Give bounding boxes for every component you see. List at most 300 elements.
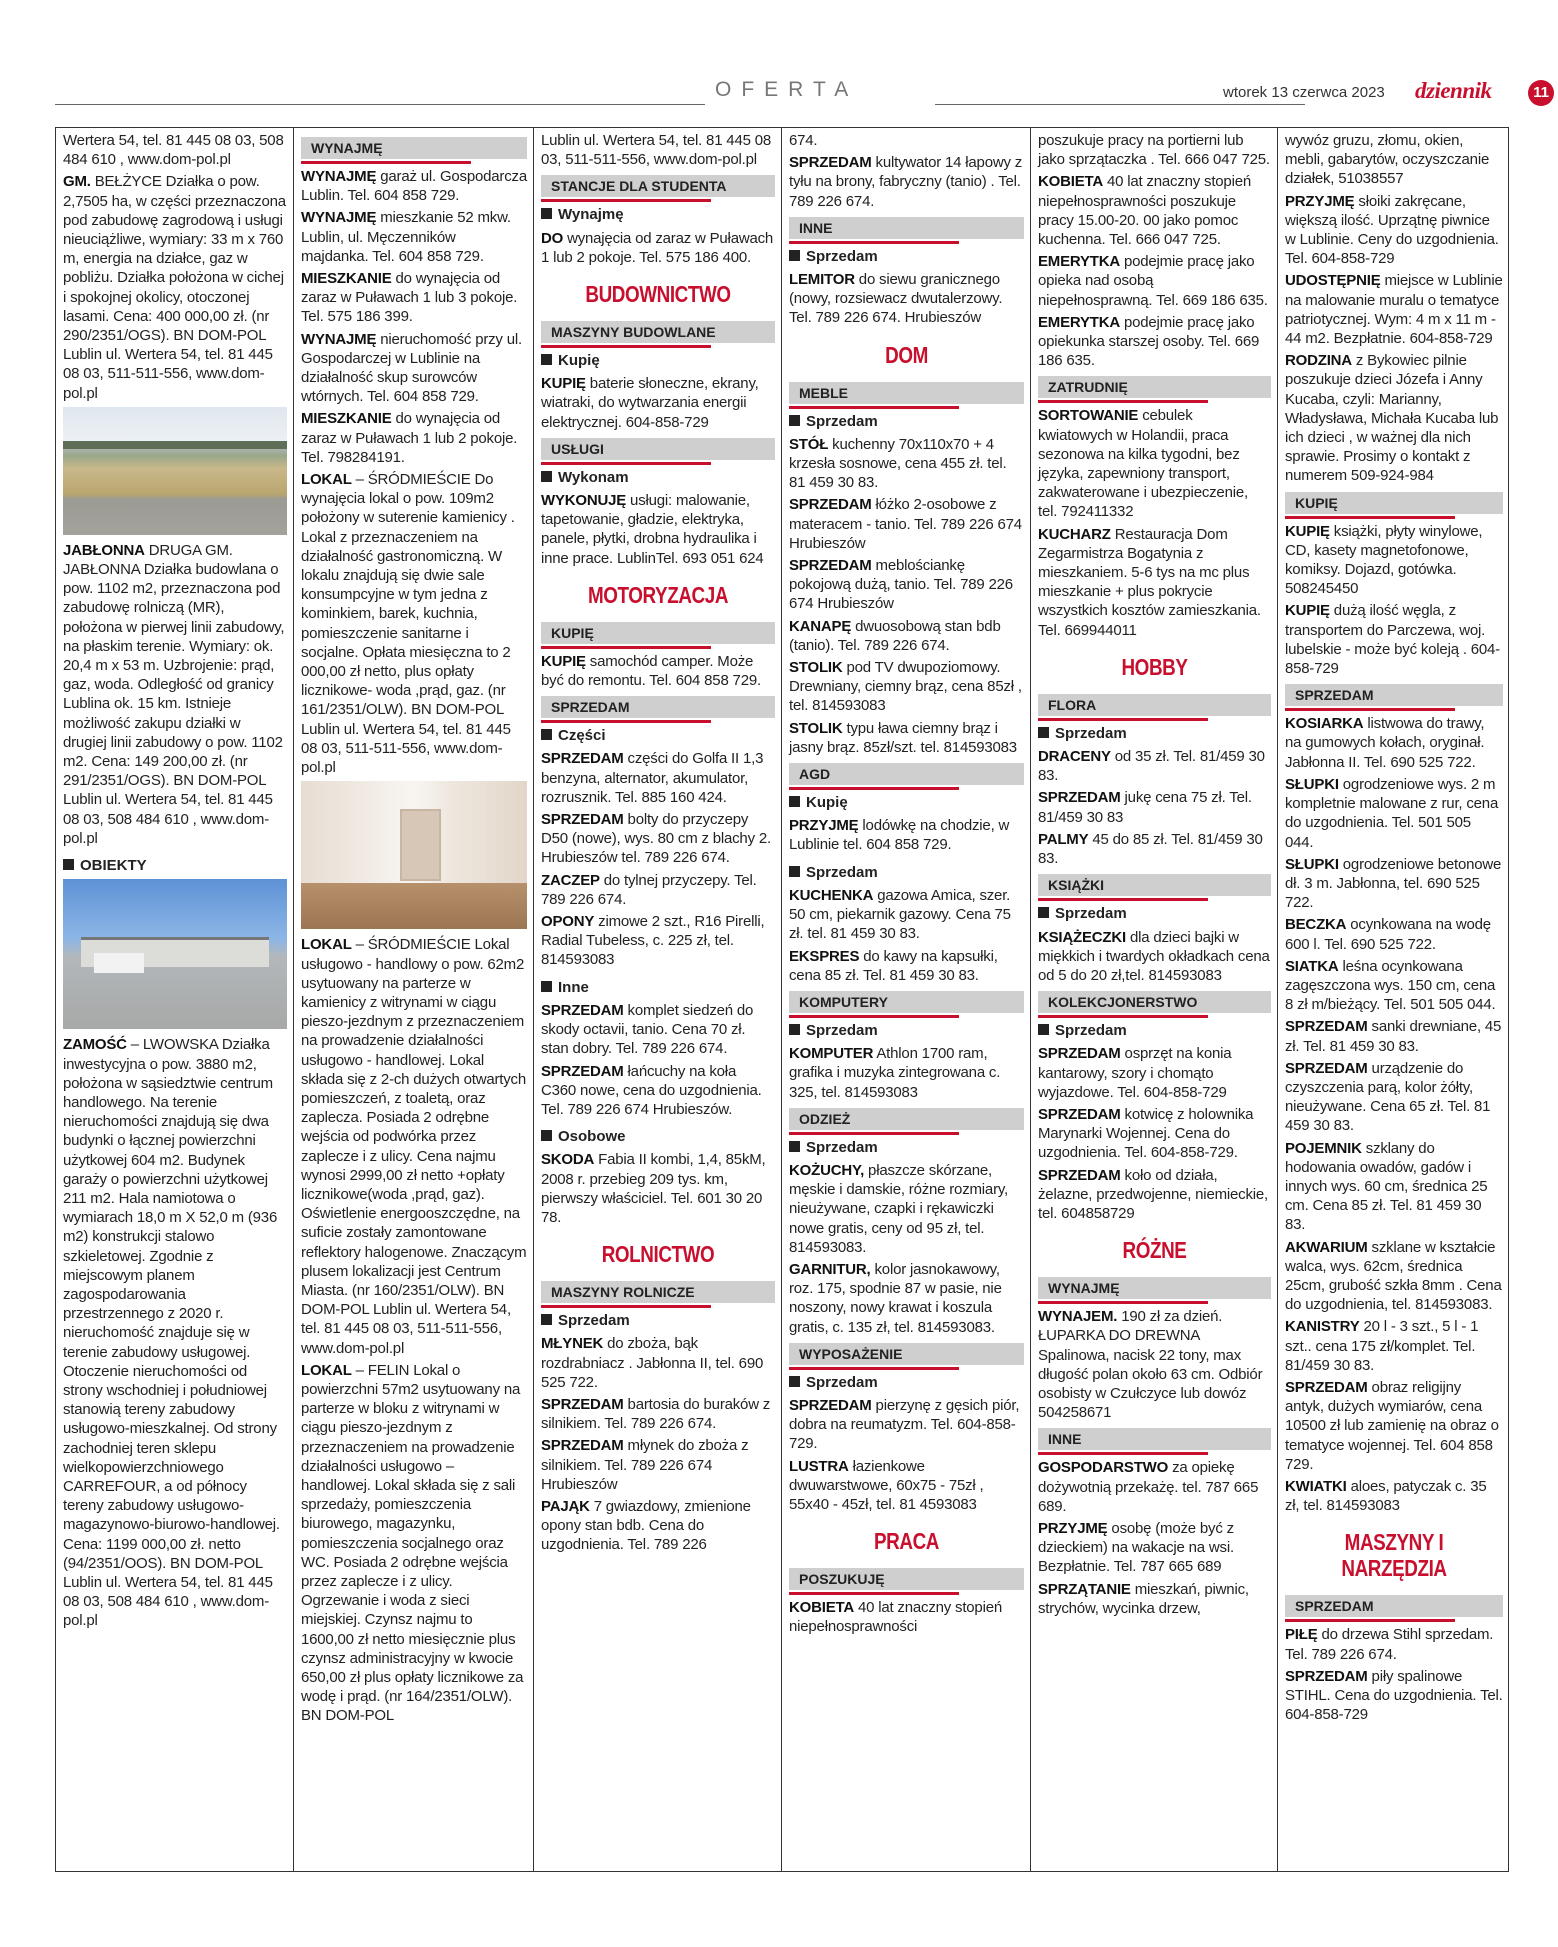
ad-text: ocynkowana na wodę 600 l. Tel. 690 525 722. bbox=[1285, 916, 1491, 953]
classified-ad bbox=[1038, 1458, 1271, 1516]
ad-keyword: STOLIK bbox=[789, 659, 843, 677]
ad-text: sanki drewniane, 45 zł. Tel. 81 459 30 83. bbox=[1285, 1018, 1502, 1055]
classified-ad bbox=[789, 270, 1024, 328]
classifieds-column-6 bbox=[1277, 127, 1509, 1872]
ad-text: płaszcze skórzane, męskie i damskie, różne rozmiary, nieużywane, czapki i rękawiczki nowe gratis, ceny od 95 zł, tel. 814593083. bbox=[789, 1161, 1009, 1256]
category-heading: MOTORYZACJA bbox=[587, 581, 729, 608]
ad-keyword: KUCHARZ bbox=[1038, 525, 1111, 543]
classified-ad bbox=[1285, 1378, 1503, 1474]
ad-text: urządzenie do czyszczenia parą, kolor żółty, nieużywane. Cena 65 zł. Tel. 81 459 30 83. bbox=[1285, 1059, 1491, 1135]
subsection-heading: Sprzedam bbox=[789, 1021, 1024, 1040]
ad-text: lodówkę na chodzie, w Lublinie tel. 604 858 729. bbox=[789, 817, 1010, 854]
section-heading: ZATRUDNIĘ bbox=[1038, 376, 1271, 398]
classified-ad bbox=[789, 153, 1024, 211]
ad-keyword: GOSPODARSTWO bbox=[1038, 1459, 1169, 1477]
classified-ad bbox=[1038, 172, 1271, 249]
category-heading: HOBBY bbox=[1121, 653, 1188, 680]
classified-ad bbox=[1285, 1625, 1503, 1663]
ad-keyword: KOMPUTER bbox=[789, 1045, 874, 1063]
ad-text: ogrodzeniowe betonowe dł. 3 m. Jabłonna, tel. 690 525 722. bbox=[1285, 855, 1502, 912]
ad-text: nieruchomość przy ul. Gospodarczej w Lublinie na działalność skup surowców wtórnych. Tel. 604 858 729. bbox=[301, 330, 522, 406]
ad-keyword: SPRZEDAM bbox=[789, 496, 872, 514]
classified-ad bbox=[541, 1497, 775, 1555]
ad-text: piły spalinowe STIHL. Cena do uzgodnienia. Tel. 604-858-729 bbox=[1285, 1667, 1503, 1724]
classified-ad bbox=[541, 871, 775, 909]
ad-keyword: PAJĄK bbox=[541, 1497, 590, 1515]
ad-keyword: SPRZEDAM bbox=[541, 1062, 624, 1080]
ad-text: kuchenny 70x110x70 + 4 krzesła sosnowe, cena 455 zł. tel. 81 459 30 83. bbox=[789, 435, 1007, 492]
classified-ad bbox=[1038, 1105, 1271, 1163]
classified-ad bbox=[1285, 1667, 1503, 1725]
ad-keyword: SPRZEDAM bbox=[1285, 1018, 1368, 1036]
classified-ad bbox=[541, 912, 775, 970]
classified-ad bbox=[789, 816, 1024, 854]
section-heading: MASZYNY BUDOWLANE bbox=[541, 321, 775, 343]
classified-ad bbox=[789, 886, 1024, 944]
ad-keyword: SPRZEDAM bbox=[1285, 1378, 1368, 1396]
photo-truck bbox=[94, 953, 143, 973]
ad-text: garaż ul. Gospodarcza Lublin. Tel. 604 858 729. bbox=[301, 168, 527, 205]
category-heading: RÓŻNE bbox=[1122, 1237, 1187, 1264]
ad-keyword: SPRZEDAM bbox=[541, 811, 624, 829]
classified-ad bbox=[789, 495, 1024, 553]
section-heading: WYNAJMĘ bbox=[1038, 1277, 1271, 1299]
ad-keyword: KUPIĘ bbox=[541, 652, 586, 670]
ad-keyword: WYNAJMĘ bbox=[301, 330, 377, 348]
ad-keyword: KANAPĘ bbox=[789, 617, 852, 635]
ad-text: 40 lat znaczny stopień niepełnosprawności poszukuje pracy 15.00-20. 00 jako pomoc kuchenna. Tel. 666 047 725. bbox=[1038, 173, 1251, 249]
classified-ad bbox=[1285, 271, 1503, 348]
ad-text: dwuosobową stan bdb (tanio). Tel. 789 226 674. bbox=[789, 617, 1001, 654]
ad-keyword: STÓŁ bbox=[789, 435, 829, 453]
section-heading: WYNAJMĘ bbox=[301, 137, 527, 159]
ad-keyword: KOSIARKA bbox=[1285, 715, 1364, 733]
classified-ad bbox=[301, 470, 527, 777]
classified-ad bbox=[1038, 788, 1271, 826]
ad-text: 674. bbox=[789, 132, 818, 149]
subsection-heading: Inne bbox=[541, 978, 775, 997]
classified-ad bbox=[1285, 1139, 1503, 1235]
ad-keyword: SPRZEDAM bbox=[1038, 789, 1121, 807]
section-heading: MASZYNY ROLNICZE bbox=[541, 1281, 775, 1303]
classified-ad bbox=[541, 491, 775, 568]
classified-ad bbox=[789, 947, 1024, 985]
section-heading: USŁUGI bbox=[541, 438, 775, 460]
ad-keyword: SKODA bbox=[541, 1151, 595, 1169]
classified-ad bbox=[1285, 855, 1503, 913]
ad-keyword: WYNAJMĘ bbox=[301, 168, 377, 185]
subsection-heading: Osobowe bbox=[541, 1127, 775, 1146]
classifieds-column-4 bbox=[781, 127, 1030, 1872]
classified-ad bbox=[1038, 131, 1271, 169]
classified-ad bbox=[1038, 1044, 1271, 1102]
section-heading: MEBLE bbox=[789, 382, 1024, 404]
ad-text: podejmie pracę jako opieka nad osobą niepełnosprawną. Tel. 669 186 635. bbox=[1038, 253, 1268, 309]
section-heading: STANCJE DLA STUDENTA bbox=[541, 175, 775, 197]
ad-text: od 35 zł. Tel. 81/459 30 83. bbox=[1038, 748, 1265, 785]
photo-treeline bbox=[63, 441, 287, 449]
subsection-heading: Wykonam bbox=[541, 468, 775, 487]
ad-text: poszukuje pracy na portierni lub jako sprzątaczka . Tel. 666 047 725. bbox=[1038, 132, 1270, 169]
subsection-heading: Kupię bbox=[789, 793, 1024, 812]
ad-keyword: WYNAJMĘ bbox=[301, 209, 377, 227]
classified-ad bbox=[1038, 1307, 1271, 1422]
section-heading: POSZUKUJĘ bbox=[789, 1568, 1024, 1590]
ad-keyword: DRACENY bbox=[1038, 748, 1111, 766]
ad-keyword: LOKAL bbox=[301, 471, 352, 489]
ad-text: Lublin ul. Wertera 54, tel. 81 445 08 03, 511-511-556, www.dom-pol.pl bbox=[541, 132, 771, 169]
classified-ad bbox=[789, 719, 1024, 757]
ad-text: miejsce w Lublinie na malowanie muralu o tematyce patriotycznej. Wym: 4 m x 11 m - 44 m2. Bezpłatnie. 604-858-729 bbox=[1285, 272, 1503, 348]
classified-ad bbox=[301, 935, 527, 1357]
photo-floor bbox=[301, 883, 527, 929]
ad-text: Wertera 54, tel. 81 445 08 03, 508 484 610 , www.dom-pol.pl bbox=[63, 132, 284, 169]
ad-keyword: KUCHENKA bbox=[789, 886, 874, 904]
ad-text: podejmie pracę jako opiekunka starszej osoby. Tel. 669 186 635. bbox=[1038, 313, 1260, 370]
header-rule-right bbox=[935, 104, 1305, 105]
ad-text: mieszkań, piwnic, strychów, wycinka drzew, bbox=[1038, 1580, 1249, 1617]
ad-keyword: DO bbox=[541, 229, 564, 247]
classified-ad bbox=[789, 1457, 1024, 1515]
ad-text: do zboża, bąk rozdrabniacz . Jabłonna II, tel. 690 525 722. bbox=[541, 1335, 764, 1391]
ad-text: części do Golfa II 1,3 benzyna, alternator, akumulator, rozrusznik. Tel. 885 160 424. bbox=[541, 750, 764, 806]
classified-ad bbox=[1038, 1166, 1271, 1224]
ad-text: baterie słoneczne, ekrany, wiatraki, do wytwarzania energii elektrycznej. 604-858-729 bbox=[541, 375, 759, 431]
ad-text: książki, płyty winylowe, CD, kasety magnetofonowe, komiksy. Dojazd, gotówka. 508245450 bbox=[1285, 522, 1483, 598]
ad-text: aloes, patyczak c. 35 zł, tel. 814593083 bbox=[1285, 1478, 1487, 1515]
ad-text: wywóz gruzu, złomu, okien, mebli, gabarytów, oczyszczanie działek, 51038557 bbox=[1285, 132, 1490, 188]
section-heading: KUPIĘ bbox=[1285, 492, 1503, 514]
ad-keyword: SORTOWANIE bbox=[1038, 407, 1139, 425]
subsection-heading: Kupię bbox=[541, 351, 775, 370]
ad-text: młynek do zboża z silnikiem. Tel. 789 226 674 Hrubieszów bbox=[541, 1437, 749, 1493]
ad-text: – FELIN Lokal o powierzchni 57m2 usytuowany na parterze w bloku z witrynami w ciągu pieszo-jezdnym z przeznaczeniem na prowadzenie działalności usługowo – handlowej. Lokal składa się z sali sprzedaży, pomieszczenia biurowego, magazynku, pomieszczenia socjalnego oraz WC. Posiada 2 odrębne wejścia przez zaplecze i z ulicy. Ogrzewanie i woda z sieci miejskiej. Czynsz najmu to 1600,00 zł netto miesięcznie plus czynsz administracyjny w kwocie 650,00 zł plus opłaty licznikowe za wodę i prąd. (nr 164/2351/OLW). BN DOM-POL bbox=[301, 1361, 524, 1725]
classified-ad bbox=[1285, 915, 1503, 953]
section-heading: KSIĄŻKI bbox=[1038, 874, 1271, 896]
classified-ad bbox=[63, 541, 287, 848]
ad-keyword: KWIATKI bbox=[1285, 1478, 1347, 1495]
classified-ad bbox=[541, 1436, 775, 1494]
ad-text: leśna ocynkowana zagęszczona wys. 150 cm, cena 8 zł m/bieżący. Tel. 501 505 044. bbox=[1285, 957, 1496, 1014]
section-heading: SPRZEDAM bbox=[1285, 1595, 1503, 1617]
ad-text: BEŁŻYCE Działka o pow. 2,7505 ha, w części przeznaczona pod zabudowę zagrodową i usługi nieuciążliwe, wymiary: 33 m x 760 m, energia na działce, gaz w pobliżu. Działka położona w cichej i spokojnej okolicy, otoczonej lasami. Cena: 400 000,00 zł. (nr 290/2351/OGS). BN DOM-POL Lublin ul. Wertera 54, tel. 81 445 08 03, 511-511-556, www.dom-pol.pl bbox=[63, 173, 286, 402]
ad-keyword: SPRZEDAM bbox=[541, 1437, 624, 1455]
ad-keyword: SIATKA bbox=[1285, 957, 1339, 975]
ad-keyword: SPRZEDAM bbox=[541, 750, 624, 768]
category-heading: MASZYNY I NARZĘDZIA bbox=[1341, 1529, 1447, 1582]
ad-text: za opiekę dożywotnią przekażę. tel. 787 665 689. bbox=[1038, 1459, 1259, 1515]
ad-text: 40 lat znaczny stopień niepełnosprawności bbox=[789, 1599, 1002, 1636]
section-heading: INNE bbox=[789, 217, 1024, 239]
ad-text: osobę (może być z dzieckiem) na wakacje na wsi. Bezpłatnie. Tel. 787 665 689 bbox=[1038, 1519, 1234, 1576]
ad-text: osprzęt na konia kantarowy, szory i chomąto wyjazdowe. Tel. 604-858-729 bbox=[1038, 1045, 1232, 1101]
ad-text: bolty do przyczepy D50 (nowe), wys. 80 cm z blachy 2. Hrubieszów tel. 789 226 674. bbox=[541, 811, 771, 867]
classified-ad bbox=[1285, 601, 1503, 678]
ad-keyword: SPRZEDAM bbox=[789, 154, 872, 172]
page-number: 11 bbox=[1528, 80, 1554, 106]
ad-keyword: SPRZEDAM bbox=[541, 1001, 624, 1019]
classified-ad bbox=[541, 1395, 775, 1433]
classifieds-column-5 bbox=[1030, 127, 1277, 1872]
classified-ad bbox=[541, 1001, 775, 1059]
classified-ad bbox=[541, 1334, 775, 1392]
ad-text: cebulek kwiatowych w Holandii, praca sezonowa na kilka tygodni, bez języka, zapewniony transport, zakwaterowane i ubezpieczenie, tel. 792411332 bbox=[1038, 407, 1248, 521]
classified-ad bbox=[1038, 1580, 1271, 1618]
classified-ad bbox=[1285, 714, 1503, 772]
listing-photo-lot bbox=[63, 879, 287, 1029]
section-title: OFERTA bbox=[715, 78, 859, 101]
classified-ad bbox=[541, 1150, 775, 1227]
classifieds-column-1 bbox=[55, 127, 293, 1872]
ad-keyword: KOŻUCHY, bbox=[789, 1161, 865, 1179]
ad-text: łazienkowe dwuwarstwowe, 60x75 - 75zł , 55x40 - 45zł, tel. 81 4593083 bbox=[789, 1457, 984, 1513]
header-rule-left bbox=[55, 104, 705, 105]
classified-ad bbox=[1285, 1059, 1503, 1136]
ad-text: wynajęcia od zaraz w Puławach 1 lub 2 pokoje. Tel. 575 186 400. bbox=[541, 229, 774, 266]
classified-ad bbox=[1285, 192, 1503, 269]
ad-text: do kawy na kapsułki, cena 85 zł. Tel. 81 459 30 83. bbox=[789, 947, 998, 984]
ad-keyword: LOKAL bbox=[301, 1361, 352, 1379]
ad-keyword: SPRZEDAM bbox=[541, 1395, 624, 1413]
ad-text: 7 gwiazdowy, zmienione opony stan bdb. Cena do uzgodnienia. Tel. 789 226 bbox=[541, 1497, 751, 1554]
category-heading: BUDOWNICTWO bbox=[585, 281, 731, 308]
ad-keyword: SPRZEDAM bbox=[1038, 1105, 1121, 1123]
ad-text: szklane w kształcie walca, wys. 62cm, średnica 25cm, grubość szkła 8mm . Cena do uzgodnienia, tel. 814593083. bbox=[1285, 1238, 1502, 1314]
ad-text: – LWOWSKA Działka inwestycyjna o pow. 3880 m2, położona w sąsiedztwie centrum handlowego. Na terenie nieruchomości znajdują się dwa budynki o łącznej powierzchni użytkowej 604 m2. Budynek garaży o powierzchni użytkowej 211 m2. Hala namiotowa o wymiarach 18,0 m X 52,0 m (936 m2) konstrukcji stalowo szkieletowej. Zgodnie z miejscowym planem zagospodarowania przestrzennego z 2020 r. nieruchomość znajduje się w terenie zabudowy usługowej. Otoczenie nieruchomości od strony wschodniej i południowej stanowią tereny zabudowy usługowo-mieszkalnej. Od strony zachodniej teren sklepu wielkopowierzchniowego CARREFOUR, a od północy tereny zabudowy usługowo-magazynowo-biurowo-handlowej. Cena: 1199 000,00 zł. netto (94/2351/OOS). BN DOM-POL Lublin ul. Wertera 54, tel. 81 445 08 03, 508 484 610 , www.dom-pol.pl bbox=[63, 1036, 280, 1630]
ad-keyword: SPRZEDAM bbox=[789, 1396, 872, 1414]
ad-text: ogrodzeniowe wys. 2 m kompletnie malowane z rur, cena do uzgodnienia. Tel. 501 505 044. bbox=[1285, 775, 1499, 851]
section-heading: INNE bbox=[1038, 1428, 1271, 1450]
classified-ad bbox=[541, 749, 775, 807]
ad-keyword: PRZYJMĘ bbox=[789, 817, 859, 835]
ad-keyword: KOBIETA bbox=[789, 1599, 854, 1617]
section-heading: AGD bbox=[789, 763, 1024, 785]
classified-ad bbox=[789, 556, 1024, 614]
ad-keyword: JABŁONNA bbox=[63, 541, 145, 559]
classified-ad bbox=[1285, 131, 1503, 189]
ad-keyword: MIESZKANIE bbox=[301, 270, 392, 288]
ad-text: łóżko 2-osobowe z materacem - tanio. Tel. 789 226 674 Hrubieszów bbox=[789, 496, 1022, 552]
classified-ad bbox=[789, 658, 1024, 716]
section-heading: KOLEKCJONERSTWO bbox=[1038, 991, 1271, 1013]
classified-ad bbox=[789, 131, 1024, 150]
ad-keyword: EKSPRES bbox=[789, 947, 860, 965]
ad-text: kultywator 14 łapowy z tyłu na brony, fabryczny (tanio) . Tel. 789 226 674. bbox=[789, 154, 1023, 210]
section-heading: ODZIEŻ bbox=[789, 1108, 1024, 1130]
ad-text: komplet siedzeń do skody octavii, tanio. Cena 70 zł. stan dobry. Tel. 789 226 674. bbox=[541, 1001, 754, 1058]
ad-keyword: SPRZEDAM bbox=[1038, 1166, 1121, 1184]
classified-ad bbox=[301, 1361, 527, 1726]
ad-text: słoiki zakręcane, większą ilość. Uprzątnę piwnice w Lublinie. Ceny do uzgodnienia. Tel. 604-858-729 bbox=[1285, 192, 1499, 268]
classified-ad bbox=[1285, 957, 1503, 1015]
classified-ad bbox=[541, 1062, 775, 1120]
subsection-heading: Sprzedam bbox=[789, 247, 1024, 266]
section-heading: FLORA bbox=[1038, 694, 1271, 716]
ad-keyword: SPRZEDAM bbox=[1285, 1059, 1368, 1077]
classified-ad bbox=[789, 435, 1024, 493]
ad-keyword: EMERYTKA bbox=[1038, 313, 1121, 331]
ad-keyword: GM. bbox=[63, 173, 91, 191]
classified-ad bbox=[63, 131, 287, 169]
ad-keyword: KSIĄŻECZKI bbox=[1038, 928, 1127, 946]
classified-ad bbox=[1038, 928, 1271, 986]
photo-doorway bbox=[400, 809, 441, 881]
ad-text: typu ława ciemny brąz i jasny brąz. 85zł/szt. tel. 814593083 bbox=[789, 719, 1017, 756]
ad-text: pierzynę z gęsich piór, dobra na reumatyzm. Tel. 604-858-729. bbox=[789, 1396, 1020, 1453]
ad-keyword: BECZKA bbox=[1285, 916, 1347, 934]
ad-text: koło od działa, żelazne, przedwojenne, niemieckie, tel. 604858729 bbox=[1038, 1166, 1268, 1222]
listing-photo-room bbox=[301, 781, 527, 929]
ad-keyword: MIESZKANIE bbox=[301, 410, 392, 428]
ad-text: zimowe 2 szt., R16 Pirelli, Radial Tubeless, c. 225 zł, tel. 814593083 bbox=[541, 913, 765, 969]
classified-ad bbox=[1285, 1317, 1503, 1375]
classified-ad bbox=[541, 229, 775, 267]
ad-keyword: PIŁĘ bbox=[1285, 1626, 1318, 1644]
ad-text: 190 zł za dzień. ŁUPARKA DO DREWNA Spalinowa, nacisk 22 tony, max długość polan około 63 cm. Odbiór osobisty w Czułczyce lub dowóz 504258671 bbox=[1038, 1308, 1263, 1422]
ad-keyword: SŁUPKI bbox=[1285, 855, 1339, 873]
ad-keyword: SPRZEDAM bbox=[1285, 1667, 1368, 1685]
ad-text: do tylnej przyczepy. Tel. 789 226 674. bbox=[541, 871, 757, 908]
section-heading: KUPIĘ bbox=[541, 622, 775, 644]
ad-text: kotwicę z holownika Marynarki Wojennej. Cena do uzgodnienia. Tel. 604-858-729. bbox=[1038, 1105, 1254, 1162]
ad-keyword: ZAMOŚĆ bbox=[63, 1036, 127, 1054]
classified-ad bbox=[1038, 313, 1271, 371]
classified-ad bbox=[63, 172, 287, 402]
ad-text: Restauracja Dom Zegarmistrza Bogatynia z mieszkaniem. 5-6 tys na mc plus mieszkanie + plus pokrycie wszystkich kosztów zamieszkania. Tel. 669944011 bbox=[1038, 525, 1261, 639]
ad-keyword: OPONY bbox=[541, 913, 595, 931]
ad-text: szklany do hodowania owadów, gadów i innych wys. 60 cm, średnica 25 cm. Cena 85 zł. Tel. 81 459 30 83. bbox=[1285, 1139, 1488, 1234]
ad-text: Fabia II kombi, 1,4, 85kM, 2008 r. przebieg 209 tys. km, pierwszy właściciel. Tel. 601 30 20 78. bbox=[541, 1151, 766, 1226]
ad-text: dla dzieci bajki w miękkich i twardych okładkach cena od 5 do 20 zł,tel. 814593083 bbox=[1038, 928, 1270, 984]
classified-ad bbox=[1285, 1017, 1503, 1055]
classified-ad bbox=[1285, 522, 1503, 599]
ad-text: usługi: malowanie, tapetowanie, gładzie, elektryka, panele, płytki, drobna hydraulika i inne prace. LublinTel. 693 051 624 bbox=[541, 492, 764, 567]
ad-keyword: AKWARIUM bbox=[1285, 1238, 1368, 1256]
ad-text: dużą ilość węgla, z transportem do Parczewa, woj. lubelskie - może być koleją . 604-858-729 bbox=[1285, 602, 1500, 678]
ad-text: kolor jasnokawowy, roz. 175, spodnie 87 w pasie, nie noszony, nowy krawat i koszula gratis, c. 135 zł, tel. 814593083. bbox=[789, 1260, 1002, 1336]
ad-text: mieszkanie 52 mkw. Lublin, ul. Męczenników majdanka. Tel. 604 858 729. bbox=[301, 209, 511, 265]
ad-text: pod TV dwupoziomowy. Drewniany, ciemny brąz, cena 85zł , tel. 814593083 bbox=[789, 659, 1022, 715]
ad-keyword: PALMY bbox=[1038, 830, 1089, 848]
category-heading: ROLNICTWO bbox=[601, 1241, 715, 1268]
classified-ad bbox=[1285, 1477, 1503, 1515]
classified-ad bbox=[541, 810, 775, 868]
category-heading: DOM bbox=[885, 341, 928, 368]
classified-ad bbox=[1285, 1238, 1503, 1315]
subsection-heading: Sprzedam bbox=[789, 412, 1024, 431]
ad-text: łańcuchy na koła C360 nowe, cena do uzgodnienia. Tel. 789 226 674 Hrubieszów. bbox=[541, 1062, 762, 1118]
classifieds-column-3 bbox=[533, 127, 781, 1872]
classified-ad bbox=[789, 617, 1024, 655]
ad-keyword: LOKAL bbox=[301, 936, 352, 954]
ad-text: bartosia do buraków z silnikiem. Tel. 789 226 674. bbox=[541, 1395, 771, 1433]
section-heading: SPRZEDAM bbox=[541, 696, 775, 718]
ad-keyword: PRZYJMĘ bbox=[1038, 1519, 1108, 1537]
subsection-heading: Sprzedam bbox=[1038, 724, 1271, 743]
section-heading: KOMPUTERY bbox=[789, 991, 1024, 1013]
ad-keyword: KUPIĘ bbox=[1285, 602, 1330, 620]
ad-keyword: SPRZEDAM bbox=[789, 557, 872, 575]
ad-text: Athlon 1700 ram, grafika i muzyka zintegrowana c. 325, tel. 814593083 bbox=[789, 1045, 1001, 1101]
classifieds-column-2 bbox=[293, 127, 533, 1872]
ad-text: – ŚRÓDMIEŚCIE Lokal usługowo - handlowy o pow. 62m2 usytuowany na parterze w kamienicy z witrynami w ciągu pieszo-jezdnym z przeznaczeniem na prowadzenie działalności usługowo - handlowej. Lokal składa się z 2-ch dużych otwartych pomieszczeń, z toaletą, oraz zaplecza. Posiada 2 odrębne wejścia od podwórka przez zaplecze i z ulicy. Cena najmu wynosi 2999,00 zł netto +opłaty licznikowe(woda ,prąd, gaz). Oświetlenie energooszczędne, na suficie zostały zamontowane reflektory halogenowe. Znaczącym plusem lokalizacji jest Centrum Miasta. (nr 160/2351/OLW). BN DOM-POL Lublin ul. Wertera 54, tel. 81 445 08 03, 511-511-556, www.dom-pol.pl bbox=[301, 936, 527, 1357]
ad-text: listwowa do trawy, na gumowych kołach, oryginał. Jabłonna II. Tel. 690 525 722. bbox=[1285, 715, 1485, 771]
classified-ad bbox=[1038, 830, 1271, 868]
ad-text: obraz religijny antyk, dużych wymiarów, cena 10500 zł lub zamienię na obraz o tematyce wojennej. Tel. 604 858 729. bbox=[1285, 1378, 1499, 1473]
ad-keyword: POJEMNIK bbox=[1285, 1139, 1362, 1157]
ad-keyword: PRZYJMĘ bbox=[1285, 192, 1355, 210]
classified-ad bbox=[301, 409, 527, 467]
classified-ad bbox=[1038, 525, 1271, 640]
subsection-heading: Części bbox=[541, 726, 775, 745]
ad-text: jukę cena 75 zł. Tel. 81/459 30 83 bbox=[1038, 789, 1252, 826]
ad-text: meblościankę pokojową dużą, tanio. Tel. 789 226 674 Hrubieszów bbox=[789, 557, 1013, 613]
category-heading: PRACA bbox=[873, 1528, 940, 1555]
ad-keyword: KOBIETA bbox=[1038, 173, 1103, 191]
ad-keyword: SPRZĄTANIE bbox=[1038, 1580, 1131, 1598]
classified-ad bbox=[301, 269, 527, 327]
ad-keyword: UDOSTĘPNIĘ bbox=[1285, 272, 1381, 290]
classified-ad bbox=[301, 330, 527, 407]
classified-ad bbox=[301, 167, 527, 205]
page-header bbox=[55, 78, 1549, 118]
subsection-heading: Sprzedam bbox=[1038, 1021, 1271, 1040]
ad-text: do siewu granicznego (nowy, rozsiewacz dwutalerzowy. Tel. 789 226 674. Hrubieszów bbox=[789, 271, 1003, 327]
classified-ad bbox=[63, 1035, 287, 1630]
subsection-heading: Sprzedam bbox=[1038, 904, 1271, 923]
ad-keyword: LEMITOR bbox=[789, 271, 855, 289]
subsection-heading: Sprzedam bbox=[541, 1311, 775, 1330]
classified-ad bbox=[789, 1598, 1024, 1636]
classified-ad bbox=[1038, 747, 1271, 785]
listing-photo-field bbox=[63, 407, 287, 535]
ad-keyword: ZACZEP bbox=[541, 871, 600, 889]
issue-date: wtorek 13 czerwca 2023 bbox=[1223, 84, 1385, 101]
classified-ad bbox=[1285, 775, 1503, 852]
ad-keyword: WYNAJEM. bbox=[1038, 1308, 1118, 1326]
classified-ad bbox=[541, 652, 775, 690]
classified-ad bbox=[301, 208, 527, 266]
ad-keyword: GARNITUR, bbox=[789, 1260, 871, 1278]
classified-ad bbox=[789, 1161, 1024, 1257]
classified-ad bbox=[1038, 252, 1271, 310]
ad-text: z Bykowiec pilnie poszukuje dzieci Józefa i Anny Kucaba, czyli: Marianny, Władysława, Michała Kucaba lub ich dzieci , w ważnej dla nich sprawie. Prosimy o kontakt z numerem 509-924-984 bbox=[1285, 352, 1499, 485]
ad-text: DRUGA GM. JABŁONNA Działka budowlana o pow. 1102 m2, przeznaczona pod zabudowę rolniczą (MR), położona w pierwej linii zabudowy, na płaskim terenie. Wymiary: ok. 20,4 m x 53 m. Uzbrojenie: prąd, gaz, woda. Odległość od granicy Lublina ok. 15 km. Istnieje możliwość zakupu działki w drugiej linii zabudowy o pow. 1102 m2. Cena: 149 200,00 zł. (nr 291/2351/OGS). BN DOM-POL Lublin ul. Wertera 54, tel. 81 445 08 03, 508 484 610 , www.dom-pol.pl bbox=[63, 541, 285, 847]
classified-ad bbox=[541, 131, 775, 169]
subsection-heading: Sprzedam bbox=[789, 1138, 1024, 1157]
ad-text: do wynajęcia od zaraz w Puławach 1 lub 3 pokoje. Tel. 575 186 399. bbox=[301, 270, 518, 326]
ad-keyword: MŁYNEK bbox=[541, 1335, 604, 1353]
subsection-heading: Sprzedam bbox=[789, 1373, 1024, 1392]
ad-keyword: LUSTRA bbox=[789, 1457, 849, 1475]
subsection-heading: OBIEKTY bbox=[63, 856, 287, 875]
ad-text: 20 l - 3 szt., 5 l - 1 szt.. cena 175 zł/komplet. Tel. 81/459 30 83. bbox=[1285, 1318, 1479, 1374]
ad-keyword: SPRZEDAM bbox=[1038, 1045, 1121, 1063]
ad-text: do drzewa Stihl sprzedam. Tel. 789 226 674. bbox=[1285, 1626, 1494, 1663]
ad-keyword: SŁUPKI bbox=[1285, 775, 1339, 793]
ad-keyword: KUPIĘ bbox=[1285, 522, 1330, 540]
classified-ad bbox=[789, 1260, 1024, 1337]
ad-text: samochód camper. Może być do remontu. Tel. 604 858 729. bbox=[541, 652, 761, 690]
ad-keyword: STOLIK bbox=[789, 719, 843, 737]
ad-text: 45 do 85 zł. Tel. 81/459 30 83. bbox=[1038, 830, 1263, 868]
ad-text: – ŚRÓDMIEŚCIE Do wynajęcia lokal o pow. 109m2 położony w suterenie kamienicy . Lokal z przeznaczeniem na działalność gastronomiczną. W lokalu znajdują się dwie sale konsumpcyjne w tym jedna z kominkiem, barek, kuchnia, pomieszczenie sanitarne i socjalne. Opłata miesięczna to 2 000,00 zł netto, plus opłaty licznikowe- woda ,prąd, gaz. (nr 161/2351/OLW). BN DOM-POL Lublin ul. Wertera 54, tel. 81 445 08 03, 511-511-556, www.dom-pol.pl bbox=[301, 471, 515, 777]
ad-text: gazowa Amica, szer. 50 cm, piekarnik gazowy. Cena 75 zł. tel. 81 459 30 83. bbox=[789, 886, 1011, 943]
subsection-heading: Sprzedam bbox=[789, 863, 1024, 882]
ad-keyword: RODZINA bbox=[1285, 352, 1352, 370]
ad-keyword: KUPIĘ bbox=[541, 375, 586, 393]
ad-text: do wynajęcia od zaraz w Puławach 1 lub 2 pokoje. Tel. 798284191. bbox=[301, 410, 518, 466]
